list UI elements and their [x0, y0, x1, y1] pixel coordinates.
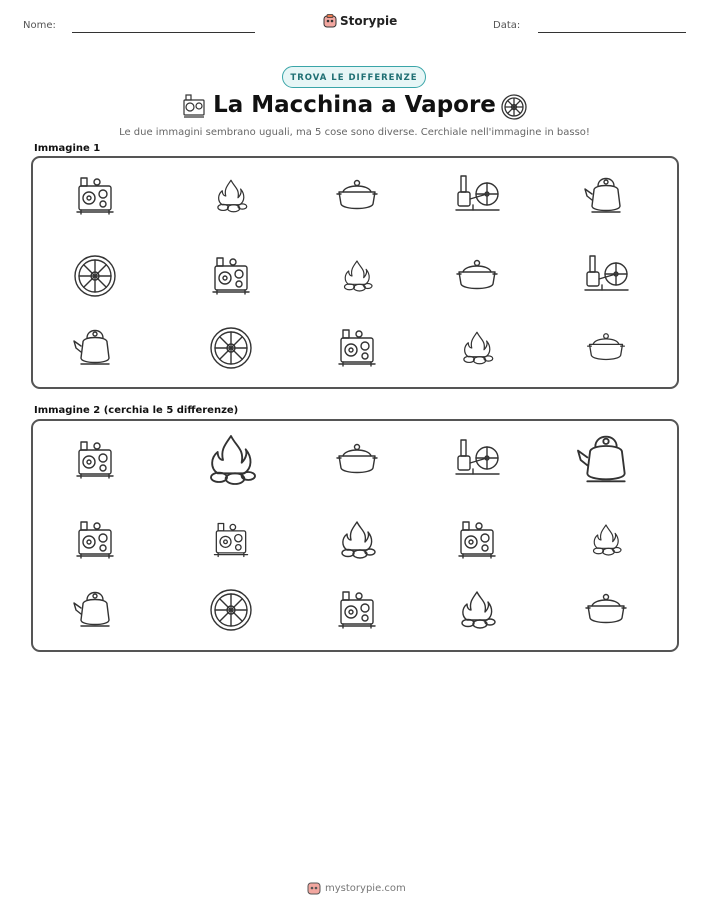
pot-icon[interactable]: [584, 326, 628, 370]
wheel-icon[interactable]: [71, 252, 119, 300]
steam-engine-icon[interactable]: [582, 252, 630, 300]
pot-icon[interactable]: [333, 172, 381, 220]
storypie-mascot-icon: [323, 14, 337, 28]
footer: [307, 881, 406, 895]
image2-label: Immagine 2 (cerchia le 5 differenze): [34, 405, 239, 416]
fire-icon[interactable]: [199, 428, 263, 492]
fire-icon[interactable]: [333, 516, 381, 564]
steam-engine-icon[interactable]: [453, 436, 501, 484]
engine-icon[interactable]: [333, 324, 381, 372]
kettle-icon[interactable]: [582, 172, 630, 220]
image1-label: Immagine 1: [34, 143, 101, 154]
fire-icon[interactable]: [453, 586, 501, 634]
pot-icon[interactable]: [582, 586, 630, 634]
wheel-title-icon: [500, 93, 528, 121]
date-label: Data:: [493, 20, 521, 31]
kettle-icon[interactable]: [71, 586, 119, 634]
engine-icon[interactable]: [209, 518, 253, 562]
kettle-icon[interactable]: [574, 428, 638, 492]
fire-icon[interactable]: [586, 520, 626, 560]
engine-icon[interactable]: [71, 172, 119, 220]
activity-badge: TROVA LE DIFFERENZE: [282, 66, 426, 88]
fire-icon[interactable]: [337, 256, 377, 296]
fire-icon[interactable]: [210, 175, 252, 217]
fire-icon[interactable]: [456, 327, 498, 369]
engine-icon[interactable]: [71, 436, 119, 484]
brand-name: Storypie: [340, 14, 398, 28]
kettle-icon[interactable]: [71, 324, 119, 372]
engine-icon[interactable]: [333, 586, 381, 634]
page-title: La Macchina a Vapore: [213, 92, 496, 118]
brand-logo: [323, 14, 397, 28]
pot-icon[interactable]: [453, 252, 501, 300]
wheel-icon[interactable]: [207, 586, 255, 634]
steam-engine-icon[interactable]: [453, 172, 501, 220]
pot-icon[interactable]: [333, 436, 381, 484]
wheel-icon[interactable]: [207, 324, 255, 372]
name-line[interactable]: [72, 32, 255, 33]
engine-icon[interactable]: [207, 252, 255, 300]
engine-icon[interactable]: [453, 516, 501, 564]
engine-icon[interactable]: [71, 516, 119, 564]
name-label: Nome:: [23, 20, 56, 31]
storypie-mascot-icon: [307, 881, 321, 895]
date-line[interactable]: [538, 32, 686, 33]
footer-url[interactable]: mystorypie.com: [325, 882, 406, 894]
instructions: Le due immagini sembrano uguali, ma 5 cose sono diverse. Cerchiale nell'immagine in basso!: [119, 127, 590, 138]
